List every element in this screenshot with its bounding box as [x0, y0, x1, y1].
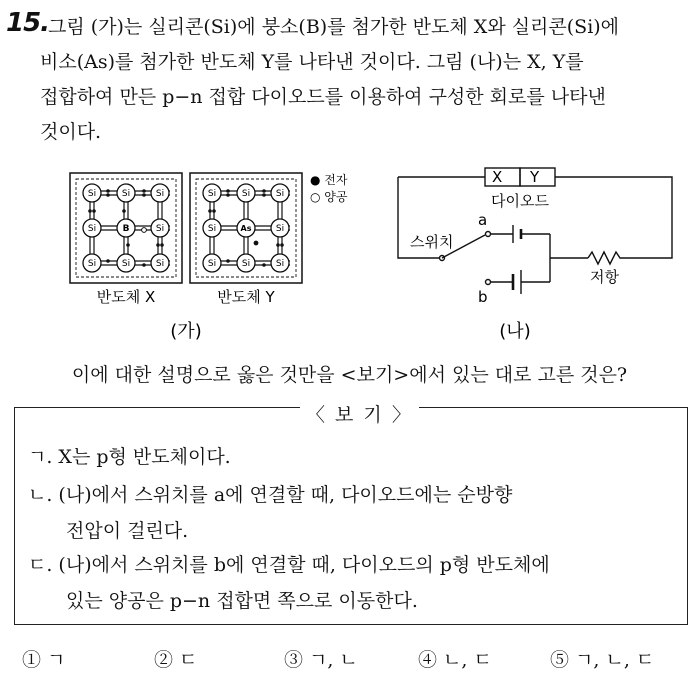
resistor-zigzag — [588, 252, 624, 264]
stem-line: 그림 (가)는 실리콘(Si)에 붕소(B)를 첨가한 반도체 X와 실리콘(Si)에 — [48, 16, 620, 38]
atom-label: Si — [207, 189, 217, 199]
atom-label: Si — [207, 259, 217, 269]
figure-ga-label: (가) — [170, 321, 202, 342]
crystal-x-caption: 반도체 X — [96, 288, 156, 306]
resistor-label: 저항 — [590, 268, 619, 286]
question-number: 15. — [6, 8, 50, 38]
terminal-a-label: a — [478, 211, 488, 229]
crystal-y-caption: 반도체 Y — [217, 288, 275, 306]
crystal-y-diagram — [190, 173, 302, 283]
terminal-a — [486, 232, 491, 237]
figure-na-label: (나) — [499, 321, 531, 342]
free-electron-mark — [254, 241, 259, 246]
diode-caption: 다이오드 — [491, 192, 549, 210]
choice-3[interactable]: ③ ㄱ, ㄴ — [284, 649, 358, 671]
stem-line: 비소(As)를 첨가한 반도체 Y를 나타낸 것이다. 그림 (나)는 X, Y를 — [40, 51, 584, 73]
atom-label: Si — [87, 224, 97, 234]
atom-label: Si — [121, 259, 131, 269]
dopant-atom-b: B — [122, 224, 130, 234]
atom-label: Si — [275, 259, 285, 269]
atom-label: Si — [87, 189, 97, 199]
atom-label: Si — [155, 224, 165, 234]
atom-label: Si — [207, 224, 217, 234]
choice-5[interactable]: ⑤ ㄱ, ㄴ, ㄷ — [550, 649, 655, 671]
choice-1[interactable]: ① ㄱ — [22, 649, 66, 671]
atom-label: Si — [155, 259, 165, 269]
statement-ㄱ: ㄱ. X는 p형 반도체이다. — [28, 446, 231, 468]
dopant-atom-as: As — [240, 224, 252, 233]
atom-label: Si — [121, 189, 131, 199]
choice-4[interactable]: ④ ㄴ, ㄷ — [418, 649, 492, 671]
atom-label: Si — [155, 189, 165, 199]
circuit-diagram — [398, 168, 672, 294]
diode-x-label: X — [492, 168, 503, 186]
legend-electron: ● 전자 — [310, 173, 348, 187]
statement-ㄴ-cont: 전압이 걸린다. — [66, 520, 189, 542]
atom-label: Si — [275, 189, 285, 199]
statement-ㄷ-cont: 있는 양공은 p−n 접합면 쪽으로 이동한다. — [66, 590, 418, 612]
figure-area — [0, 165, 699, 355]
crystal-x-diagram — [70, 173, 182, 283]
choice-2[interactable]: ② ㄷ — [154, 649, 198, 671]
question-prompt: 이에 대한 설명으로 옳은 것만을 <보기>에서 있는 대로 고른 것은? — [71, 364, 628, 386]
legend-hole: ○ 양공 — [310, 190, 348, 204]
bogi-title: 〈 보 기 〉 — [300, 400, 419, 427]
atom-label: Si — [241, 259, 251, 269]
statement-ㄴ: ㄴ. (나)에서 스위치를 a에 연결할 때, 다이오드에는 순방향 — [28, 484, 513, 506]
atom-label: Si — [241, 189, 251, 199]
diode-y-label: Y — [530, 168, 540, 186]
atom-label: Si — [87, 259, 97, 269]
switch-label: 스위치 — [410, 233, 454, 251]
hole-mark — [142, 228, 147, 233]
question-stem — [40, 10, 688, 150]
diode-x-region — [485, 168, 520, 186]
terminal-b — [486, 280, 491, 285]
stem-line: 것이다. — [40, 121, 102, 143]
terminal-b-label: b — [478, 288, 488, 306]
statement-ㄷ: ㄷ. (나)에서 스위치를 b에 연결할 때, 다이오드의 p형 반도체에 — [28, 554, 550, 576]
stem-line: 접합하여 만든 p−n 접합 다이오드를 이용하여 구성한 회로를 나타낸 — [40, 86, 606, 108]
atom-label: Si — [275, 224, 285, 234]
